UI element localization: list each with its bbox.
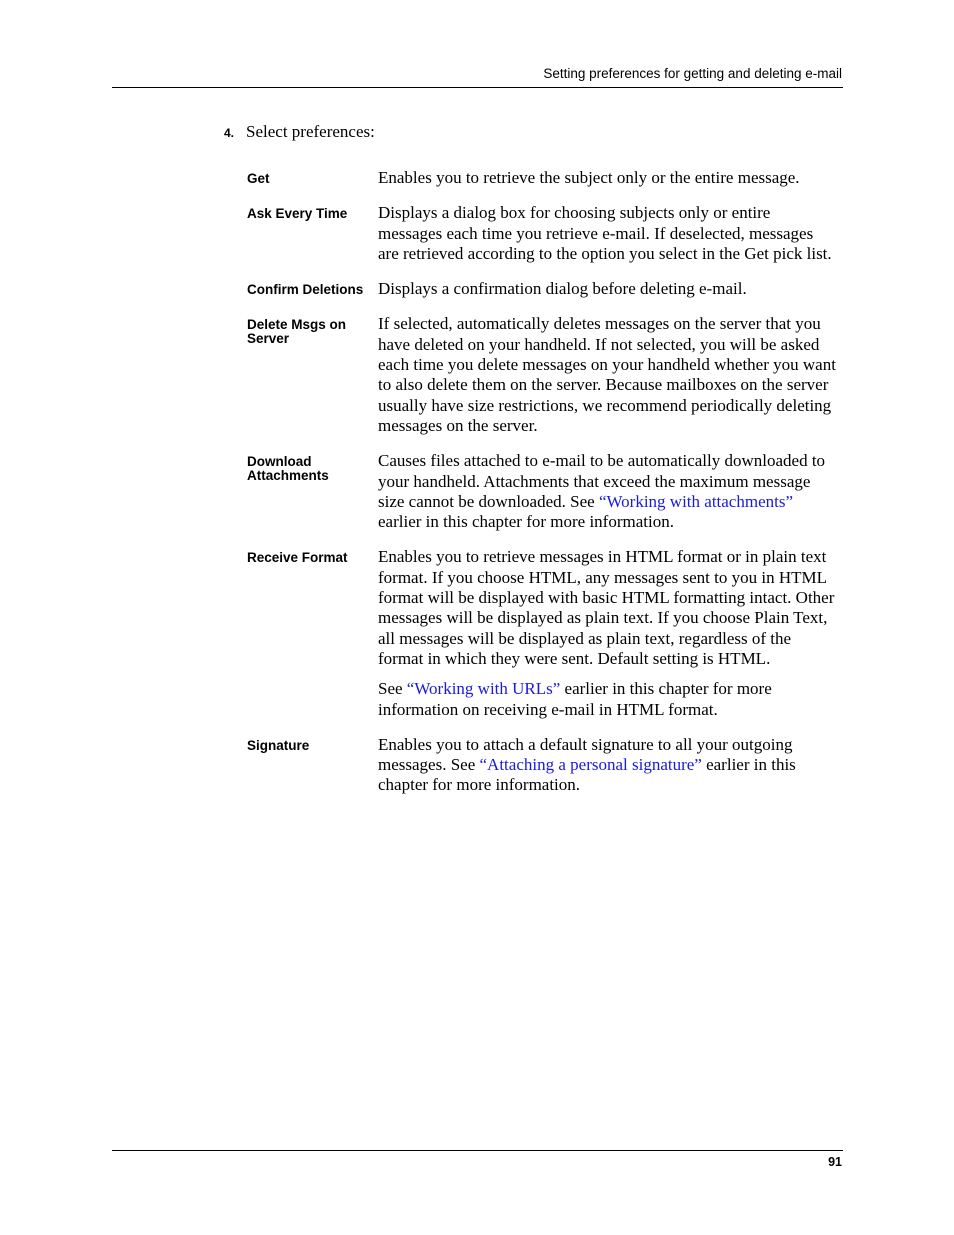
pref-row-get [247, 168, 837, 188]
page-number: 91 [828, 1155, 842, 1169]
pref-text-after: earlier in this chapter for more information. [378, 512, 674, 532]
pref-text-before: Enables you to attach a default signature to all your outgoing messages. See [378, 734, 793, 775]
pref-term: Confirm Deletions [247, 282, 364, 298]
pref-description [378, 203, 837, 264]
pref-row-delete-msgs-on-server [247, 314, 837, 436]
pref-description [378, 168, 837, 188]
pref-description [378, 314, 837, 436]
pref-text-note [378, 679, 837, 720]
pref-text: Enables you to retrieve messages in HTML format or in plain text format. If you choose HTML, any messages sent to you in HTML format will be displayed with basic HTML formatting intact. Other messages will be displayed as plain text. If you choose Plain Text, all messages will be displayed as plain text, regardless of the format in which they were sent. Default setting is HTML. [378, 547, 835, 668]
pref-description [378, 451, 837, 532]
pref-term: Ask Every Time [247, 206, 348, 222]
pref-term: Signature [247, 737, 310, 753]
pref-text [378, 735, 837, 796]
step-text: Select preferences: [246, 122, 375, 141]
pref-description [378, 735, 837, 796]
working-with-attachments-link[interactable]: “Working with attachments” [598, 491, 794, 511]
pref-text: Enables you to retrieve the subject only or the entire message. [378, 168, 800, 187]
step-number: 4. [224, 126, 235, 140]
pref-description [378, 279, 837, 299]
header-rule [112, 87, 843, 88]
pref-description [378, 547, 837, 719]
pref-term: Get [247, 171, 270, 186]
pref-term: Delete Msgs on Server [247, 317, 347, 347]
pref-text: Displays a confirmation dialog before deleting e-mail. [378, 279, 747, 299]
pref-text [378, 451, 837, 532]
pref-row-ask-every-time [247, 203, 837, 264]
pref-text-before: See [378, 679, 407, 699]
preferences-list [247, 168, 837, 811]
pref-row-receive-format [247, 547, 837, 719]
pref-text-before: Causes files attached to e-mail to be automatically downloaded to your handheld. Attachments that exceed the maximum message size cannot be downloaded. See [378, 451, 826, 511]
pref-text: Displays a dialog box for choosing subjects only or entire messages each time you retrieve e-mail. If deselected, messages are retrieved according to the option you select in the Get pick list. [378, 203, 832, 263]
pref-text-after: earlier in this chapter for more information on receiving e-mail in HTML format. [378, 679, 772, 719]
pref-text: If selected, automatically deletes messages on the server that you have deleted on your handheld. If not selected, you will be asked each time you delete messages on your handheld whether you want to also delete them on the server. Because mailboxes on the server usually have size restrictions, we recommend periodically deleting messages on the server. [378, 314, 836, 435]
attaching-personal-signature-link[interactable]: “Attaching a personal signature” [479, 755, 702, 775]
running-header: Setting preferences for getting and deleting e-mail [543, 66, 842, 81]
pref-row-download-attachments [247, 451, 837, 532]
pref-term: Download Attachments [247, 454, 329, 484]
pref-row-signature [247, 735, 837, 796]
pref-term: Receive Format [247, 550, 348, 566]
step-item [224, 121, 375, 144]
pref-text-after: earlier in this chapter for more information. [378, 755, 796, 795]
footer-rule [112, 1150, 843, 1151]
working-with-urls-link[interactable]: “Working with URLs” [406, 679, 561, 699]
pref-row-confirm-deletions [247, 279, 837, 299]
